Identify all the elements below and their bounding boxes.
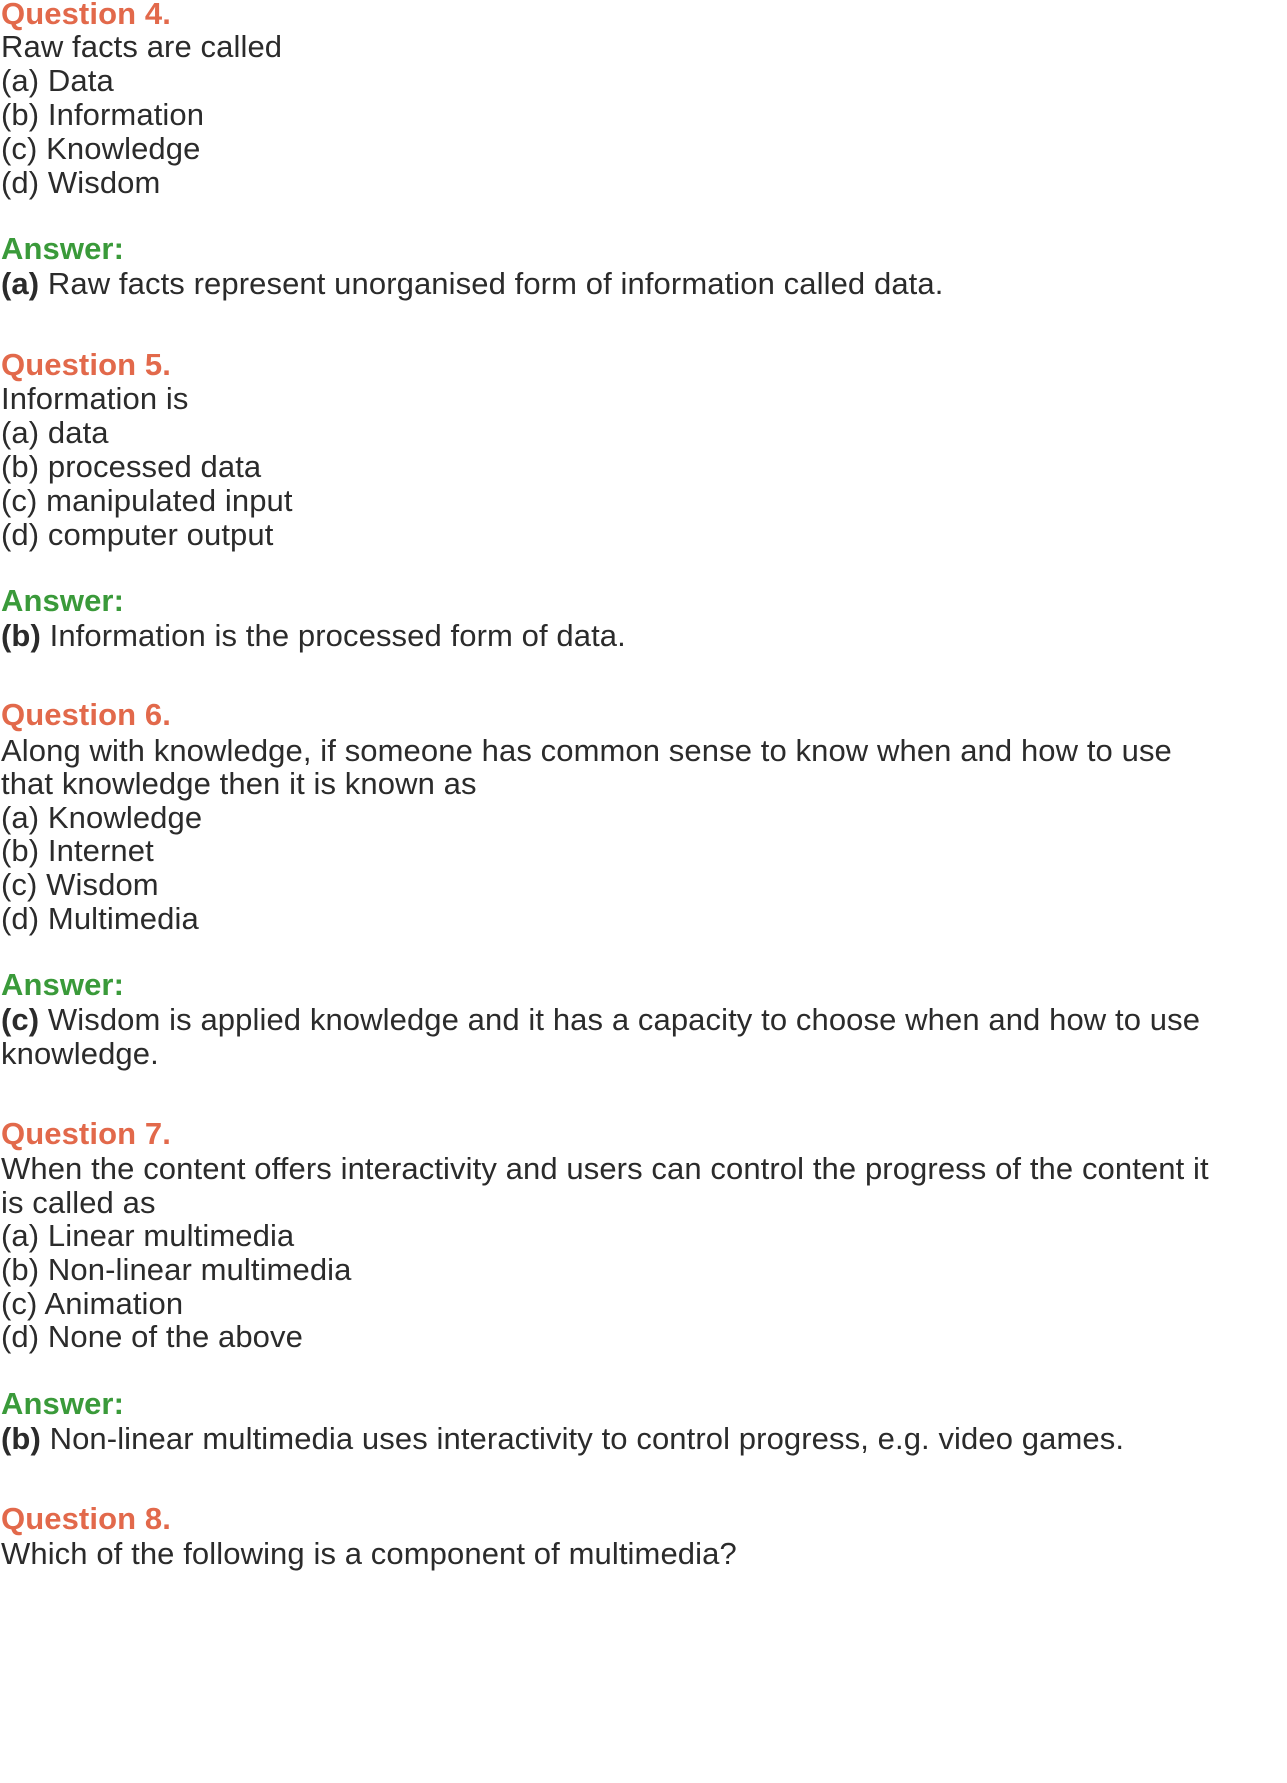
answer-4-text xyxy=(1,265,943,303)
answer-6-text-line-2: knowledge. xyxy=(1,1036,159,1071)
answer-4-heading: Answer: xyxy=(1,231,125,266)
question-4-stem: Raw facts are called xyxy=(1,29,283,64)
question-6-option-b: (b) Internet xyxy=(1,833,154,868)
question-7-option-b: (b) Non-linear multimedia xyxy=(1,1252,352,1287)
question-5-option-c: (c) manipulated input xyxy=(1,483,293,518)
answer-7-heading: Answer: xyxy=(1,1386,125,1421)
question-5-option-a: (a) data xyxy=(1,415,109,450)
question-7-option-c: (c) Animation xyxy=(1,1286,184,1321)
question-4-option-b: (b) Information xyxy=(1,97,205,132)
question-4-option-a: (a) Data xyxy=(1,63,114,98)
question-6-option-c: (c) Wisdom xyxy=(1,867,159,902)
question-7-stem-line-1: When the content offers interactivity and users can control the progress of the content it xyxy=(1,1151,1209,1186)
question-6-stem-line-2: that knowledge then it is known as xyxy=(1,766,477,801)
question-7-option-d: (d) None of the above xyxy=(1,1319,303,1354)
answer-6-text-line-1 xyxy=(1,1001,1200,1039)
answer-7-text xyxy=(1,1420,1124,1458)
answer-5-heading: Answer: xyxy=(1,583,125,618)
question-5-option-d: (d) computer output xyxy=(1,517,274,552)
question-7-stem-line-2: is called as xyxy=(1,1185,156,1220)
answer-6-letter: (c) xyxy=(1,1002,40,1037)
question-4-option-d: (d) Wisdom xyxy=(1,165,161,200)
answer-4-letter: (a) xyxy=(1,266,40,301)
answer-5-text xyxy=(1,617,626,655)
question-6-stem-line-1: Along with knowledge, if someone has common sense to know when and how to use xyxy=(1,733,1172,768)
answer-5-explanation: Information is the processed form of data. xyxy=(40,618,626,653)
question-6-title: Question 6. xyxy=(1,697,171,732)
answer-5-letter: (b) xyxy=(1,618,41,653)
answer-6-heading: Answer: xyxy=(1,967,125,1002)
question-6-option-a: (a) Knowledge xyxy=(1,800,203,835)
question-5-option-b: (b) processed data xyxy=(1,449,262,484)
question-4-option-c: (c) Knowledge xyxy=(1,131,201,166)
question-7-option-a: (a) Linear multimedia xyxy=(1,1218,295,1253)
question-8-title: Question 8. xyxy=(1,1501,171,1536)
question-4-title: Question 4. xyxy=(1,0,171,31)
answer-4-explanation: Raw facts represent unorganised form of information called data. xyxy=(39,266,944,301)
question-5-title: Question 5. xyxy=(1,347,171,382)
answer-7-explanation: Non-linear multimedia uses interactivity to control progress, e.g. video games. xyxy=(40,1421,1125,1456)
question-6-option-d: (d) Multimedia xyxy=(1,901,199,936)
question-8-stem: Which of the following is a component of multimedia? xyxy=(1,1536,737,1571)
answer-7-letter: (b) xyxy=(1,1421,41,1456)
answer-6-explanation: Wisdom is applied knowledge and it has a capacity to choose when and how to use xyxy=(39,1002,1201,1037)
question-5-stem: Information is xyxy=(1,381,189,416)
question-7-title: Question 7. xyxy=(1,1116,171,1151)
